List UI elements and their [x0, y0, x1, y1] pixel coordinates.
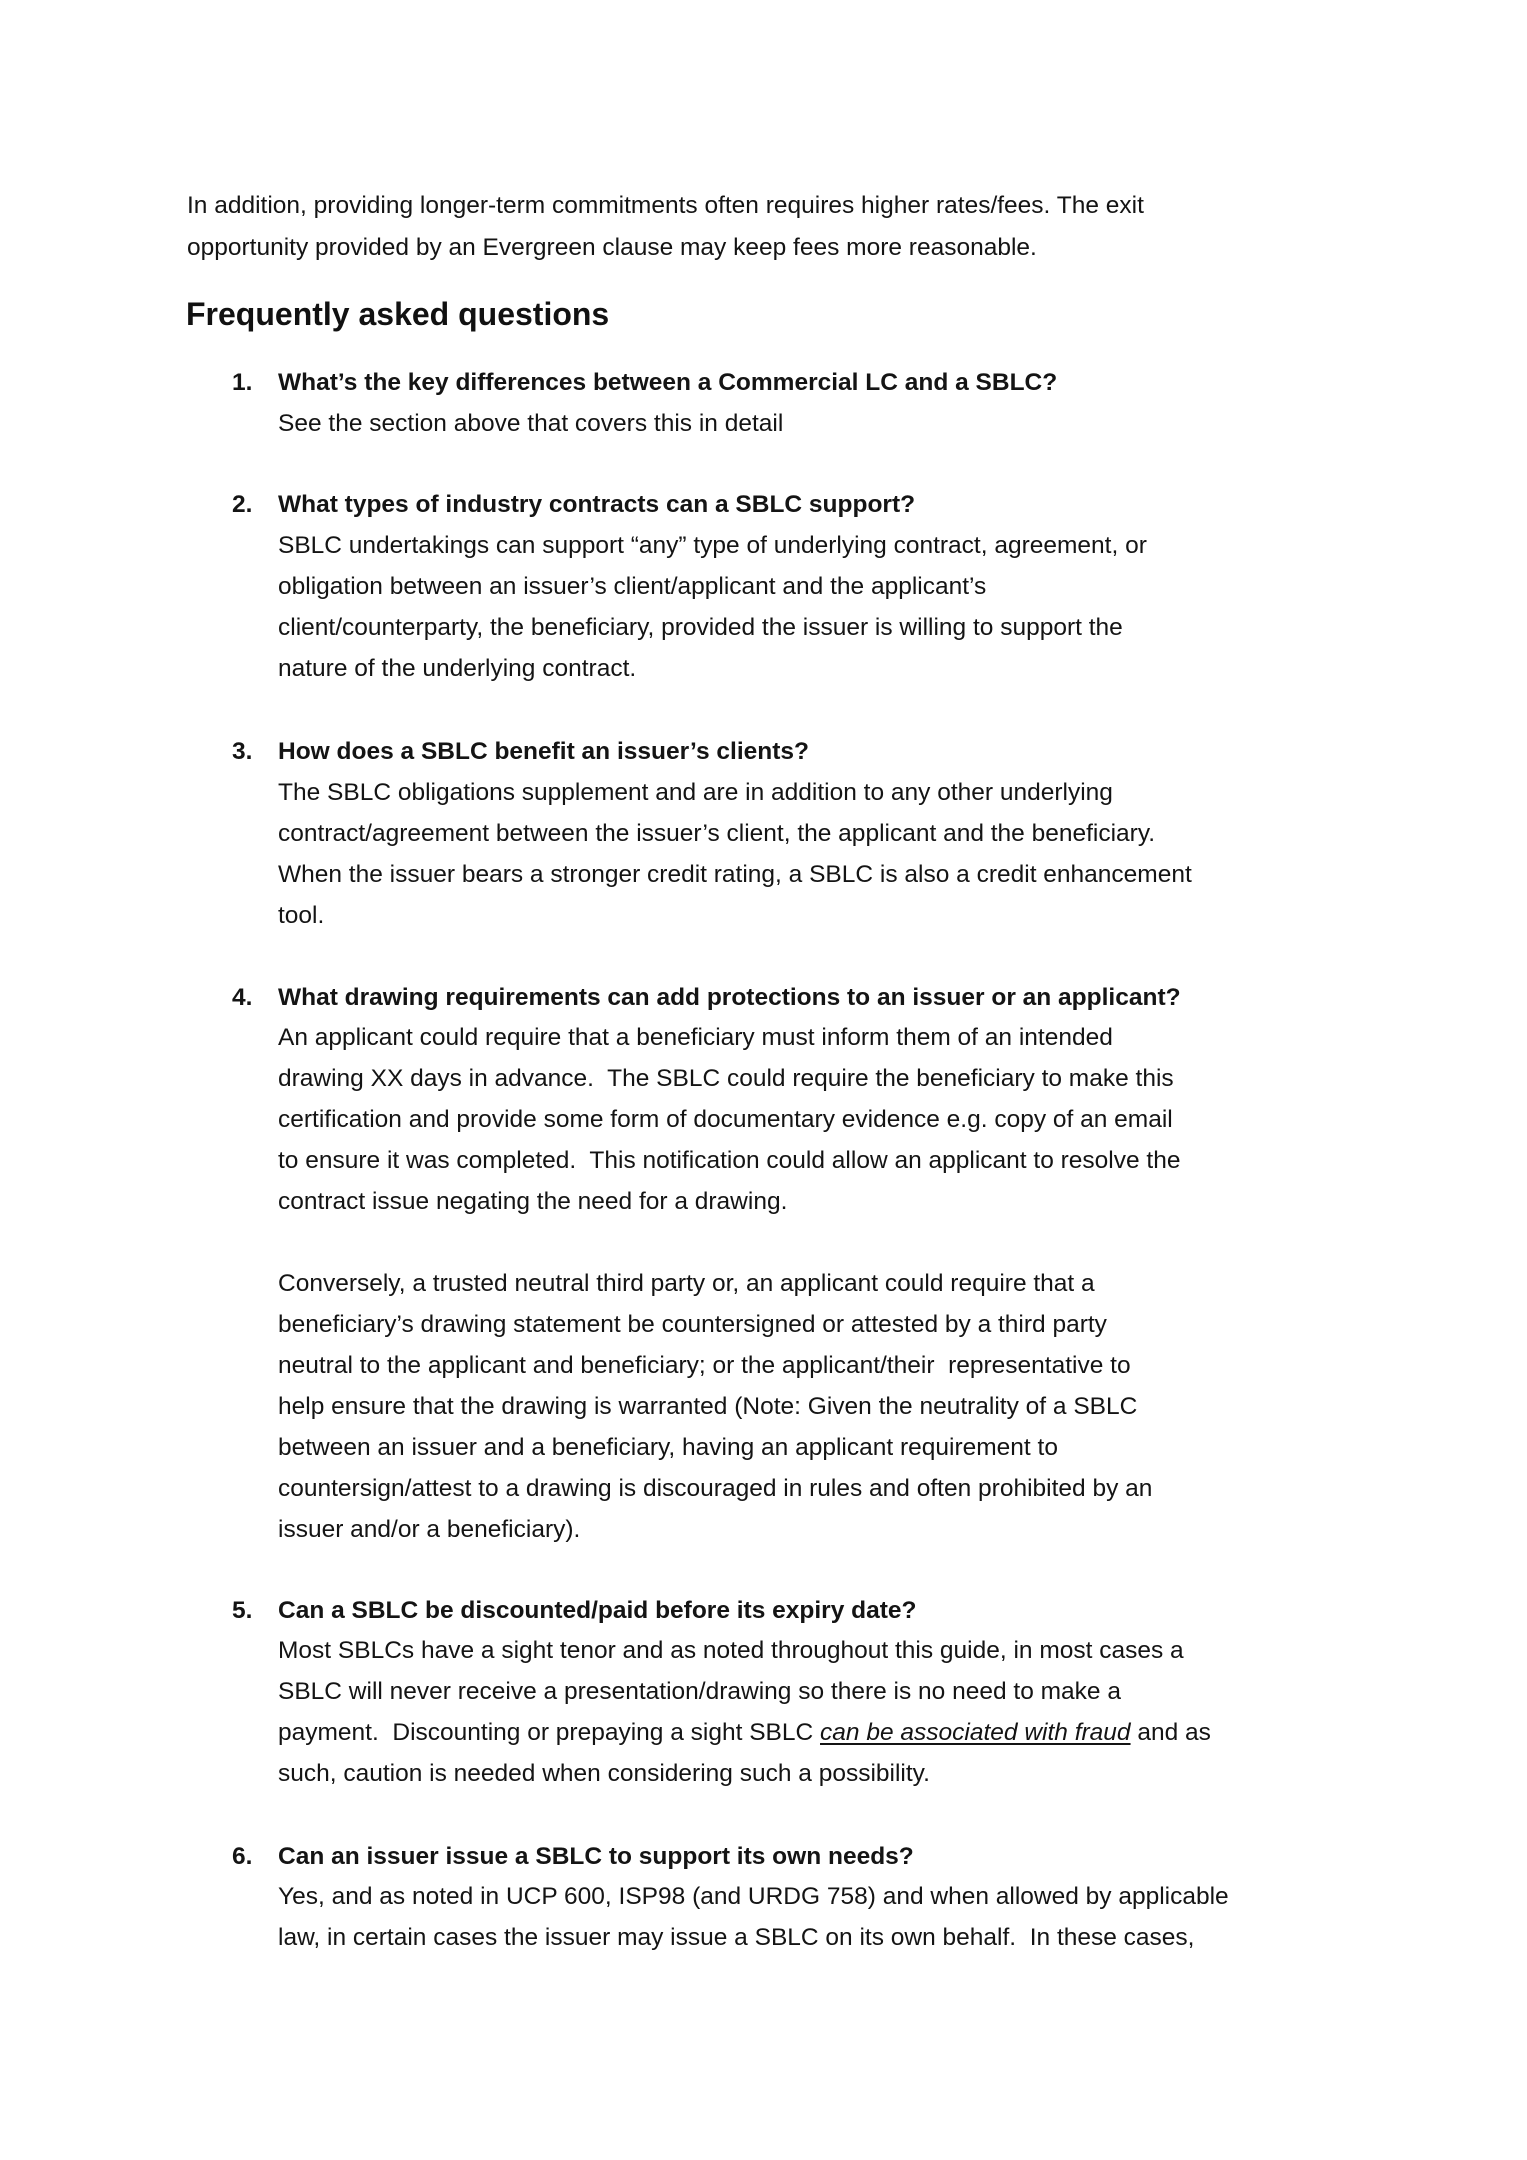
- faq-answer-line: contract issue negating the need for a drawing.: [278, 1188, 788, 1215]
- faq-question: Can a SBLC be discounted/paid before its expiry date?: [278, 1597, 917, 1624]
- faq-answer-line: [278, 1712, 1211, 1753]
- faq-answer-line: between an issuer and a beneficiary, having an applicant requirement to: [278, 1434, 1058, 1461]
- faq-question: What types of industry contracts can a SBLC support?: [278, 491, 916, 518]
- faq-question: What’s the key differences between a Commercial LC and a SBLC?: [278, 369, 1058, 396]
- faq-answer-line: An applicant could require that a beneficiary must inform them of an intended: [278, 1024, 1113, 1051]
- answer-text: payment. Discounting or prepaying a sight SBLC: [278, 1719, 821, 1746]
- faq-answer-line: beneficiary’s drawing statement be countersigned or attested by a third party: [278, 1311, 1107, 1338]
- faq-answer-line: law, in certain cases the issuer may issue a SBLC on its own behalf. In these cases,: [278, 1924, 1195, 1951]
- faq-answer-line: client/counterparty, the beneficiary, provided the issuer is willing to support the: [278, 614, 1123, 641]
- faq-answer-line: Conversely, a trusted neutral third party or, an applicant could require that a: [278, 1270, 1095, 1297]
- faq-number: 3.: [232, 738, 253, 765]
- faq-question: How does a SBLC benefit an issuer’s clients?: [278, 738, 809, 765]
- faq-answer-line: SBLC undertakings can support “any” type of underlying contract, agreement, or: [278, 532, 1147, 559]
- faq-answer-line: SBLC will never receive a presentation/drawing so there is no need to make a: [278, 1678, 1121, 1705]
- faq-answer-line: Yes, and as noted in UCP 600, ISP98 (and URDG 758) and when allowed by applicable: [278, 1883, 1229, 1910]
- section-heading: Frequently asked questions: [186, 296, 610, 332]
- faq-number: 4.: [232, 984, 253, 1011]
- faq-answer-line: drawing XX days in advance. The SBLC could require the beneficiary to make this: [278, 1065, 1174, 1092]
- fraud-link[interactable]: can be associated with fraud: [820, 1719, 1131, 1746]
- intro-line: opportunity provided by an Evergreen clause may keep fees more reasonable.: [187, 234, 1037, 261]
- faq-answer-line: See the section above that covers this in detail: [278, 410, 784, 437]
- faq-number: 2.: [232, 491, 253, 518]
- faq-answer-line: help ensure that the drawing is warranted (Note: Given the neutrality of a SBLC: [278, 1393, 1138, 1420]
- faq-answer-line: obligation between an issuer’s client/applicant and the applicant’s: [278, 573, 987, 600]
- faq-number: 6.: [232, 1843, 253, 1870]
- faq-question: What drawing requirements can add protections to an issuer or an applicant?: [278, 984, 1181, 1011]
- faq-answer-line: When the issuer bears a stronger credit rating, a SBLC is also a credit enhancement: [278, 861, 1192, 888]
- answer-text: and as: [1130, 1719, 1211, 1746]
- faq-number: 5.: [232, 1597, 253, 1624]
- faq-answer-line: nature of the underlying contract.: [278, 655, 637, 682]
- faq-answer-line: certification and provide some form of documentary evidence e.g. copy of an email: [278, 1106, 1173, 1133]
- faq-question: Can an issuer issue a SBLC to support its own needs?: [278, 1843, 914, 1870]
- faq-answer-line: Most SBLCs have a sight tenor and as noted throughout this guide, in most cases a: [278, 1637, 1184, 1664]
- faq-answer-line: contract/agreement between the issuer’s client, the applicant and the beneficiary.: [278, 820, 1156, 847]
- faq-answer-line: issuer and/or a beneficiary).: [278, 1516, 581, 1543]
- faq-answer-line: countersign/attest to a drawing is discouraged in rules and often prohibited by an: [278, 1475, 1153, 1502]
- faq-answer-line: to ensure it was completed. This notification could allow an applicant to resolve the: [278, 1147, 1181, 1174]
- faq-answer-line: such, caution is needed when considering such a possibility.: [278, 1760, 930, 1787]
- intro-line: In addition, providing longer-term commitments often requires higher rates/fees. The exit: [187, 192, 1144, 219]
- faq-number: 1.: [232, 369, 253, 396]
- faq-answer-line: The SBLC obligations supplement and are in addition to any other underlying: [278, 779, 1113, 806]
- faq-answer-line: tool.: [278, 902, 325, 929]
- faq-answer-line: neutral to the applicant and beneficiary; or the applicant/their representative to: [278, 1352, 1131, 1379]
